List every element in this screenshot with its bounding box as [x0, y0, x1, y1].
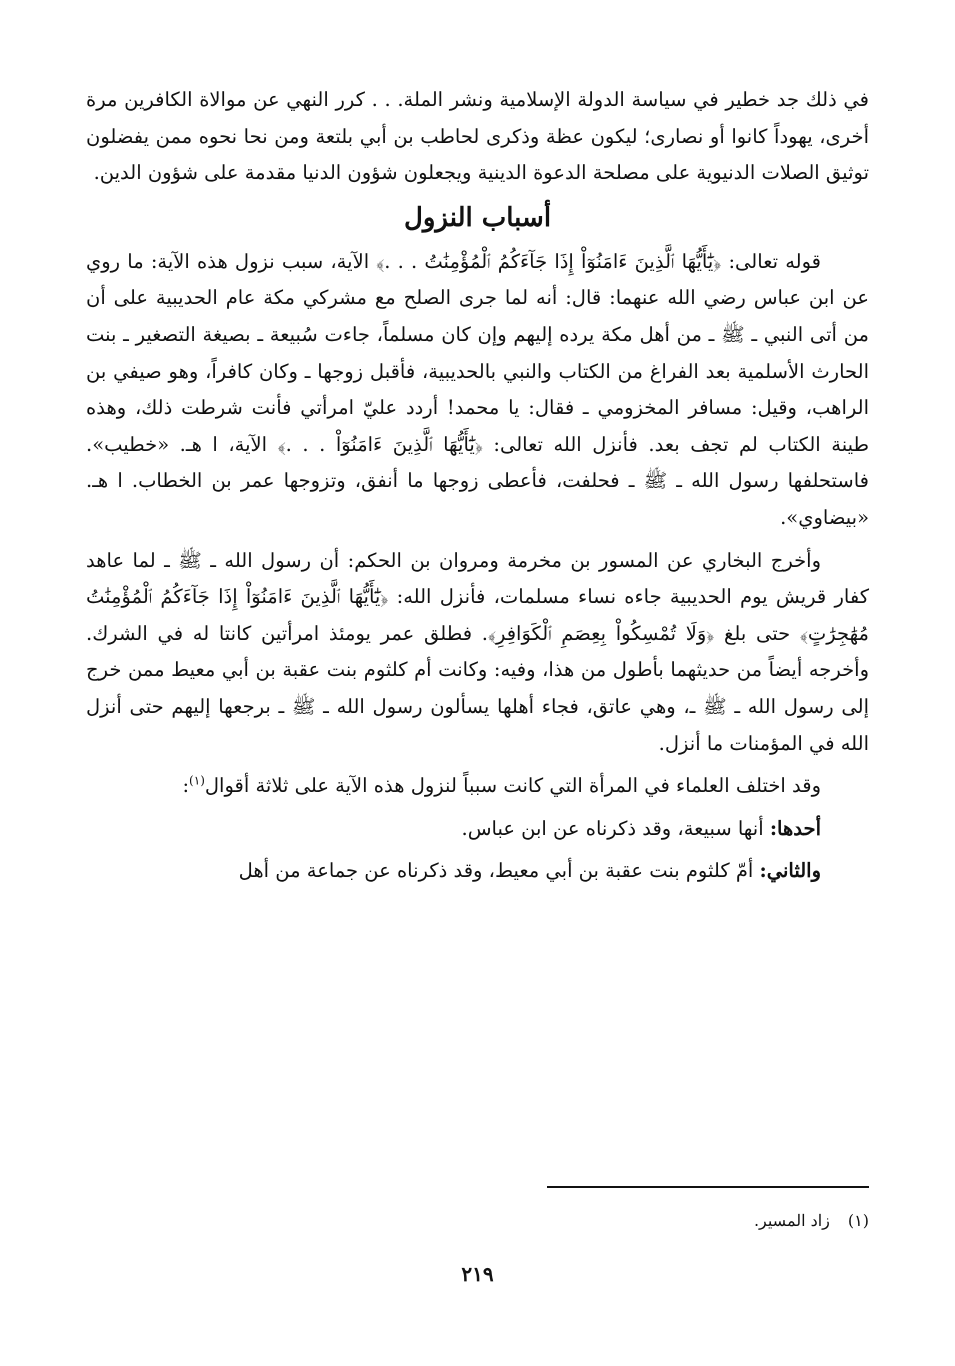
footnote	[86, 1208, 869, 1234]
paragraph-bukhari: وأخرج البخاري عن المسور بن مخرمة ومروان بن الحكم: أن رسول الله ـ ﷺ ـ لما عاهد كفار قريش يوم الحديبية جاءه نساء مسلمات، فأنزل الله: ﴿يَٰٓأَيُّهَا ٱلَّذِينَ ءَامَنُوٓاْ إِذَا جَآءَكُمُ ٱلْمُؤْمِنَٰتُ مُهَٰجِرَٰتٍ﴾ حتى بلغ ﴿وَلَا تُمْسِكُواْ بِعِصَمِ ٱلْكَوَافِرِ﴾. فطلق عمر يومئذ امرأتين كانتا له في الشرك. وأخرجه أيضاً من حديثهما بأطول من هذا، وفيه: وكانت أم كلثوم بنت عقبة بن أبي معيط ممن خرج إلى رسول الله ـ ﷺ ـ، وهي عاتق، فجاء أهلها يسألون رسول الله ـ ﷺ ـ برجعها إليهم حتى أنزل الله في المؤمنات ما أنزل.	[86, 548, 869, 755]
paragraph-opinions	[86, 768, 869, 805]
opinion-item-1	[86, 811, 869, 848]
page-body	[86, 82, 869, 890]
opinion-text-2: أمّ كلثوم بنت عقبة بن أبي معيط، وقد ذكرناه عن جماعة من أهل	[238, 859, 754, 883]
paragraph-opinions-colon: :	[182, 774, 190, 798]
paragraph-opinions-text: وقد اختلف العلماء في المرأة التي كانت سبباً لنزول هذه الآية على ثلاثة أقوال	[204, 774, 821, 798]
page-number: ٢١٩	[461, 1262, 494, 1286]
footnote-divider	[547, 1186, 869, 1188]
footnote-ref[interactable]: (١)	[189, 773, 205, 788]
footnote-number: (١)	[847, 1211, 869, 1230]
opinion-text-1: أنها سبيعة، وقد ذكرناه عن ابن عباس.	[461, 816, 764, 840]
footnote-text: زاد المسير.	[753, 1211, 830, 1230]
opinion-label-1: أحدها:	[769, 816, 821, 840]
paragraph-intro: في ذلك جد خطير في سياسة الدولة الإسلامية ونشر الملة. . . كرر النهي عن موالاة الكافرين مرة أخرى، يهوداً كانوا أو نصارى؛ ليكون عظة وذكرى لحاطب بن أبي بلتعة ومن نحا نحوه ممن يفضلون توثيق الصلات الدنيوية على مصلحة الدعوة الدينية ويجعلون شؤون الدنيا مقدمة على شؤون الدين.	[86, 88, 869, 185]
section-heading: أسباب النزول	[403, 202, 552, 233]
paragraph-asbab: قوله تعالى: ﴿يَٰٓأَيُّهَا ٱلَّذِينَ ءَامَنُوٓاْ إِذَا جَآءَكُمُ ٱلْمُؤْمِنَٰتُ . . .﴾ الآية، سبب نزول هذه الآية: ما روي عن ابن عباس رضي الله عنهما: قال: أنه لما جرى الصلح مع مشركي مكة عام الحديبية على أن من أتى النبي ـ ﷺ ـ من أهل مكة يرده إليهم وإن كان مسلماً، جاءت سُبيعة ـ بصيغة التصغير ـ بنت الحارث الأسلمية بعد الفراغ من الكتاب والنبي بالحديبية، فأقبل زوجها ـ وكان كافراً، وهو صيفي بن الراهب، وقيل: مسافر المخزومي ـ فقال: يا محمد! أردد عليّ امرأتي فأنت شرطت ذلك، وهذه طينة الكتاب لم تجف بعد. فأنزل الله تعالى: ﴿يَٰٓأَيُّهَا ٱلَّذِينَ ءَامَنُوٓاْ . . .﴾ الآية، ا هـ. «خطيب». فاستحلفها رسول الله ـ ﷺ ـ فحلفت، فأعطى زوجها ما أنفق، وتزوجها عمر بن الخطاب. ا هـ. «بيضاوي».	[86, 249, 869, 529]
opinion-item-2	[86, 853, 869, 890]
opinion-label-2: والثاني:	[759, 859, 821, 883]
